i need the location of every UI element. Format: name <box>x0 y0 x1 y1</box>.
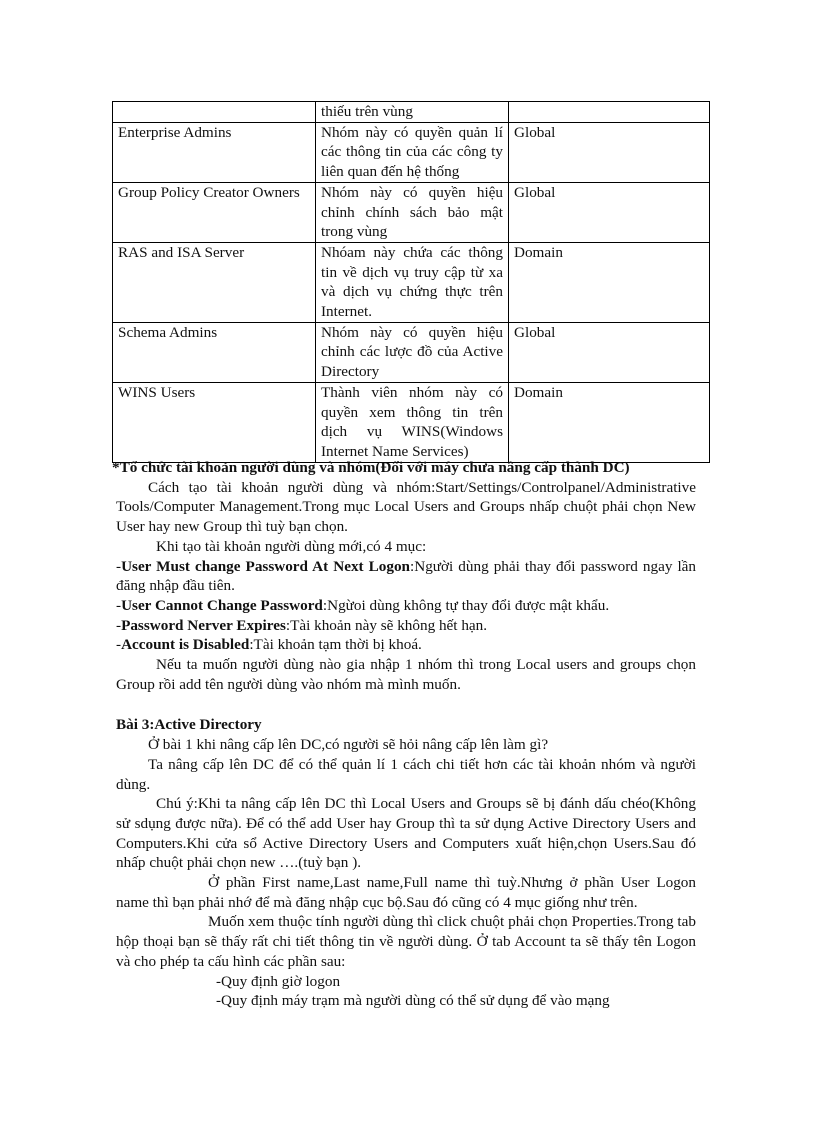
table-cell-scope: Global <box>509 182 710 242</box>
table-row <box>113 122 710 182</box>
paragraph: Ở phần First name,Last name,Full name thì tuỳ.Nhưng ở phần User Logon name thì bạn phải nhớ để mà đăng nhập cục bộ.Sau đó cũng có 4 mục giống như trên. <box>116 874 696 911</box>
table-row <box>113 382 710 462</box>
table-cell-scope <box>509 102 710 123</box>
option-label: Account is Disabled <box>121 636 250 654</box>
option-item: -User Cannot Change Password:Ngừoi dùng không tự thay đổi được mật khẩu. <box>116 596 610 614</box>
groups-table <box>112 101 710 463</box>
table-cell-name: Schema Admins <box>113 322 316 382</box>
section-heading-active-directory: Bài 3:Active Directory <box>116 716 262 734</box>
table-cell-scope: Domain <box>509 242 710 322</box>
paragraph: Cách tạo tài khoản người dùng và nhóm:Start/Settings/Controlpanel/Administrative Tools/Computer Management.Trong mục Local Users and Groups nhấp chuột phải chọn New User hay new Group thì tuỳ bạn chọn. <box>116 478 696 536</box>
table-cell-desc: thiếu trên vùng <box>316 102 509 123</box>
option-item: -User Must change Password At Next Logon:Người dùng phải thay đổi password ngay lần đăng nhập đầu tiên. <box>116 557 696 595</box>
table-cell-name: WINS Users <box>113 382 316 462</box>
table-cell-name: RAS and ISA Server <box>113 242 316 322</box>
table-cell-desc: Thành viên nhóm này có quyền xem thông tin trên dịch vụ WINS(Windows Internet Name Services) <box>316 382 509 462</box>
table-cell-desc: Nhóm này có quyền hiệu chỉnh chính sách bảo mật trong vùng <box>316 182 509 242</box>
table-cell-name <box>113 102 316 123</box>
option-label: User Cannot Change Password <box>121 596 323 614</box>
table-row <box>113 322 710 382</box>
table-cell-scope: Domain <box>509 382 710 462</box>
paragraph: Ta nâng cấp lên DC để có thể quản lí 1 cách chi tiết hơn các tài khoản nhóm và người dùng. <box>116 755 696 793</box>
document-body <box>112 458 696 1011</box>
table-cell-desc: Nhóam này chứa các thông tin về dịch vụ truy cập từ xa và dịch vụ chứng thực trên Internet. <box>316 242 509 322</box>
table-row <box>113 182 710 242</box>
paragraph: Ở bài 1 khi nâng cấp lên DC,có người sẽ hỏi nâng cấp lên làm gì? <box>148 736 549 754</box>
option-item: -Account is Disabled:Tài khoản tạm thời bị khoá. <box>116 636 422 654</box>
bullet-item: -Quy định giờ logon <box>216 972 341 990</box>
table-cell-scope: Global <box>509 122 710 182</box>
table-row <box>113 242 710 322</box>
table-cell-name: Group Policy Creator Owners <box>113 182 316 242</box>
table-cell-desc: Nhóm này có quyền quản lí các thông tin của các công ty liên quan đến hệ thống <box>316 122 509 182</box>
option-label: User Must change Password At Next Logon <box>121 557 410 575</box>
section-heading-accounts: *Tổ chức tài khoản người dùng và nhóm(Đối với máy chưa nâng cấp thành DC) <box>112 459 630 476</box>
table-row <box>113 102 710 123</box>
option-label: Password Nerver Expires <box>121 616 286 634</box>
paragraph: Nếu ta muốn người dùng nào gia nhập 1 nhóm thì trong Local users and groups chọn Group rồi add tên người dùng vào nhóm mà mình muốn. <box>116 656 696 693</box>
bullet-item: -Quy định máy trạm mà người dùng có thể sử dụng để vào mạng <box>216 992 610 1010</box>
table-cell-name: Enterprise Admins <box>113 122 316 182</box>
option-item: -Password Nerver Expires:Tài khoản này sẽ không hết hạn. <box>116 616 488 634</box>
spacer <box>116 694 696 715</box>
table-cell-desc: Nhóm này có quyền hiệu chỉnh các lược đồ của Active Directory <box>316 322 509 382</box>
paragraph: Khi tạo tài khoản người dùng mới,có 4 mục: <box>156 537 427 555</box>
paragraph: Chú ý:Khi ta nâng cấp lên DC thì Local Users and Groups sẽ bị đánh dấu chéo(Không sử sdụng được nữa). Để có thể add User hay Group thì ta sử dụng Active Directory Users and Computers.Khi cửa sổ Active Directory Users and Computers xuất hiện,chọn Users.Sau đó nhấp chuột phải chọn new ….(tuỳ bạn ). <box>116 795 696 872</box>
table-cell-scope: Global <box>509 322 710 382</box>
paragraph: Muốn xem thuộc tính người dùng thì click chuột phải chọn Properties.Trong tab hộp thoại bạn sẽ thấy rất chi tiết thông tin về người dùng. Ở tab Account ta sẽ thấy tên Logon và cho phép ta cấu hình các phần sau: <box>116 913 696 970</box>
